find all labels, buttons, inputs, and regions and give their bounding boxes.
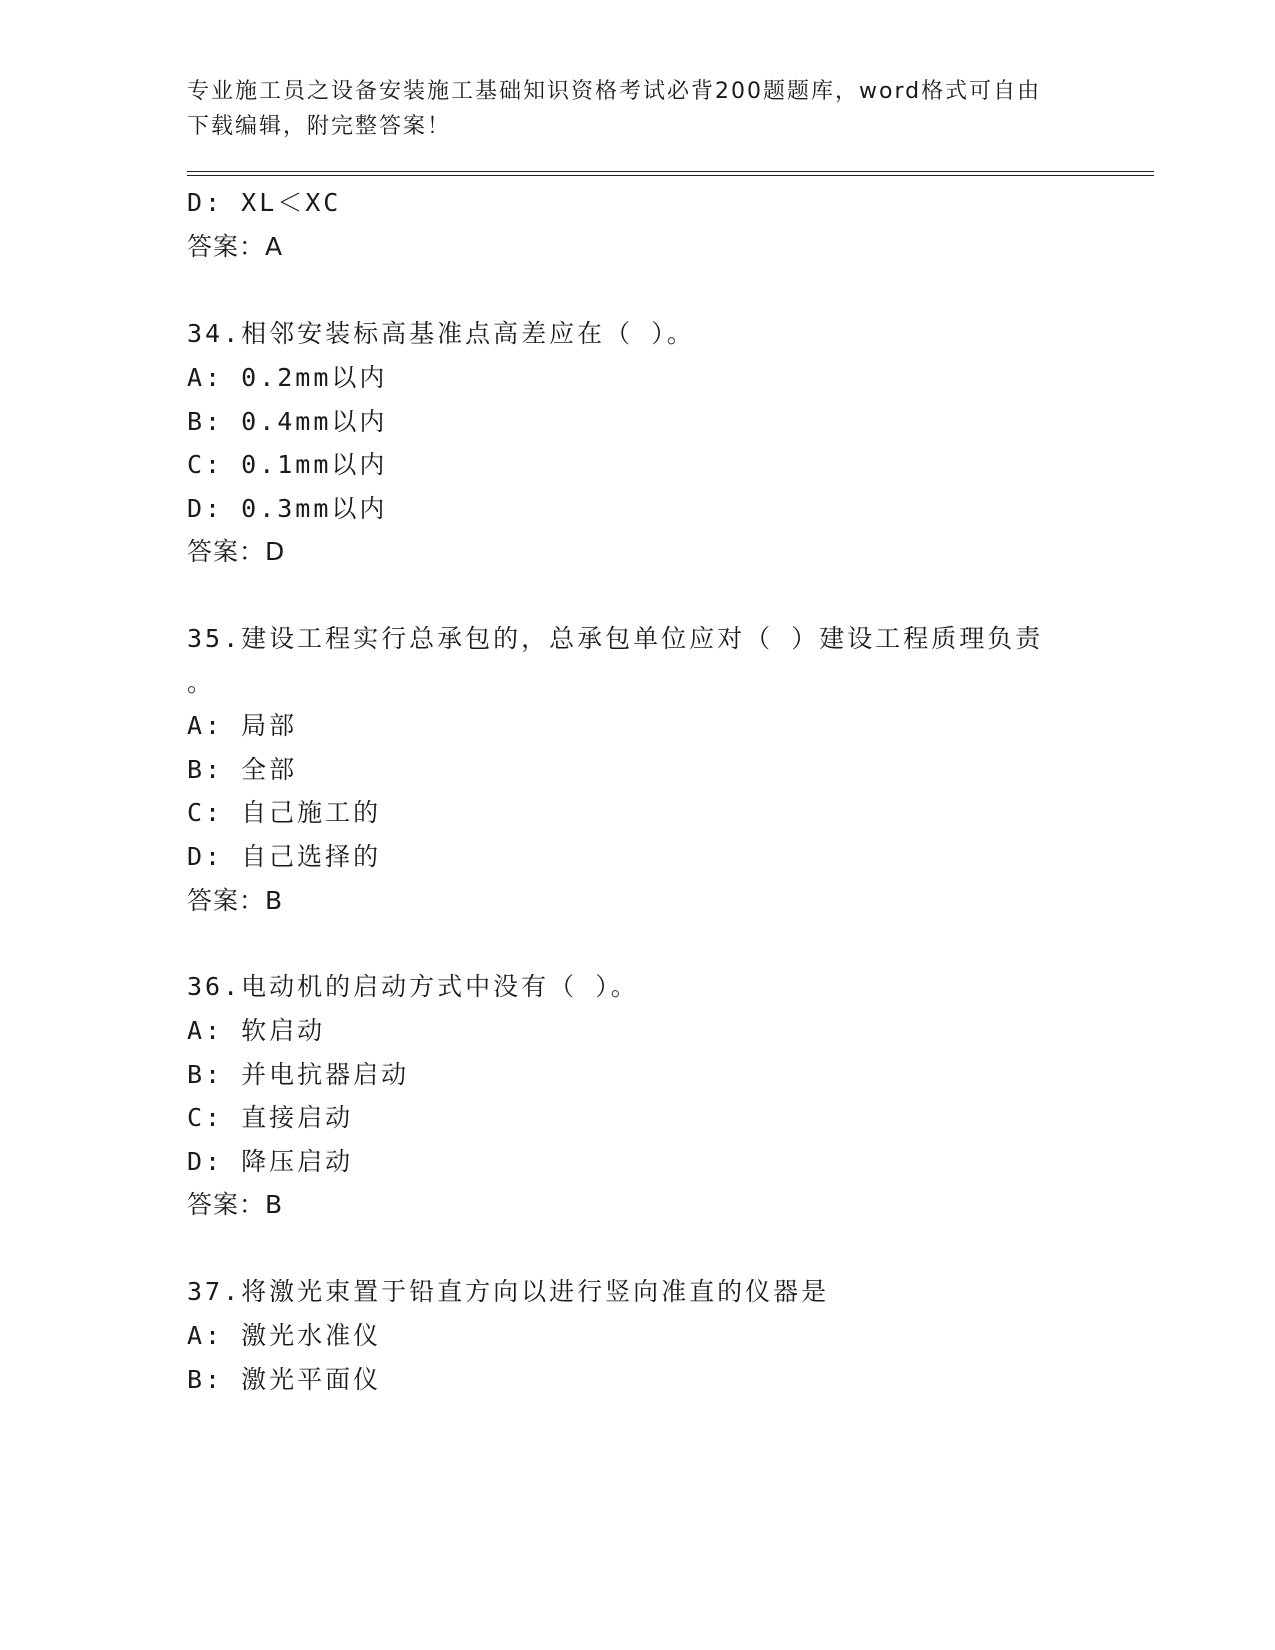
q36-option-c: C: 直接启动 bbox=[187, 1103, 354, 1132]
q36-option-a: A: 软启动 bbox=[187, 1016, 326, 1045]
q36-option-b: B: 并电抗器启动 bbox=[187, 1060, 410, 1089]
q36-answer: 答案：B bbox=[187, 1190, 284, 1219]
q35-option-d: D: 自己选择的 bbox=[187, 842, 382, 871]
q35-option-c: C: 自己施工的 bbox=[187, 798, 382, 827]
header-line-1: 专业施工员之设备安装施工基础知识资格考试必背200题题库，word格式可自由 bbox=[187, 79, 1042, 104]
q34-option-a: A: 0.2mm以内 bbox=[187, 363, 388, 392]
q36-stem: 36.电动机的启动方式中没有（ ）。 bbox=[187, 972, 639, 1001]
q33-option-d: D: XL＜XC bbox=[187, 188, 342, 217]
q34-answer: 答案：D bbox=[187, 537, 286, 566]
q35-stem-continuation: 。 bbox=[187, 668, 216, 697]
header-rule-top bbox=[187, 171, 1154, 172]
q35-answer: 答案：B bbox=[187, 886, 284, 915]
q37-option-a: A: 激光水准仪 bbox=[187, 1321, 382, 1350]
q37-option-b: B: 激光平面仪 bbox=[187, 1365, 382, 1394]
q34-option-d: D: 0.3mm以内 bbox=[187, 494, 388, 523]
q36-option-d: D: 降压启动 bbox=[187, 1147, 354, 1176]
q35-option-a: A: 局部 bbox=[187, 711, 298, 740]
q34-stem: 34.相邻安装标高基准点高差应在（ ）。 bbox=[187, 319, 695, 348]
q37-stem: 37.将激光束置于铅直方向以进行竖向准直的仪器是 bbox=[187, 1277, 830, 1306]
q34-option-b: B: 0.4mm以内 bbox=[187, 407, 388, 436]
header-line-2: 下载编辑，附完整答案！ bbox=[187, 114, 452, 139]
header-rule-bottom bbox=[187, 175, 1154, 176]
q33-answer: 答案：A bbox=[187, 232, 284, 261]
document-header bbox=[187, 74, 1067, 144]
q35-option-b: B: 全部 bbox=[187, 755, 298, 784]
q35-stem: 35.建设工程实行总承包的，总承包单位应对（ ）建设工程质理负责 bbox=[187, 624, 1044, 653]
q34-option-c: C: 0.1mm以内 bbox=[187, 450, 388, 479]
